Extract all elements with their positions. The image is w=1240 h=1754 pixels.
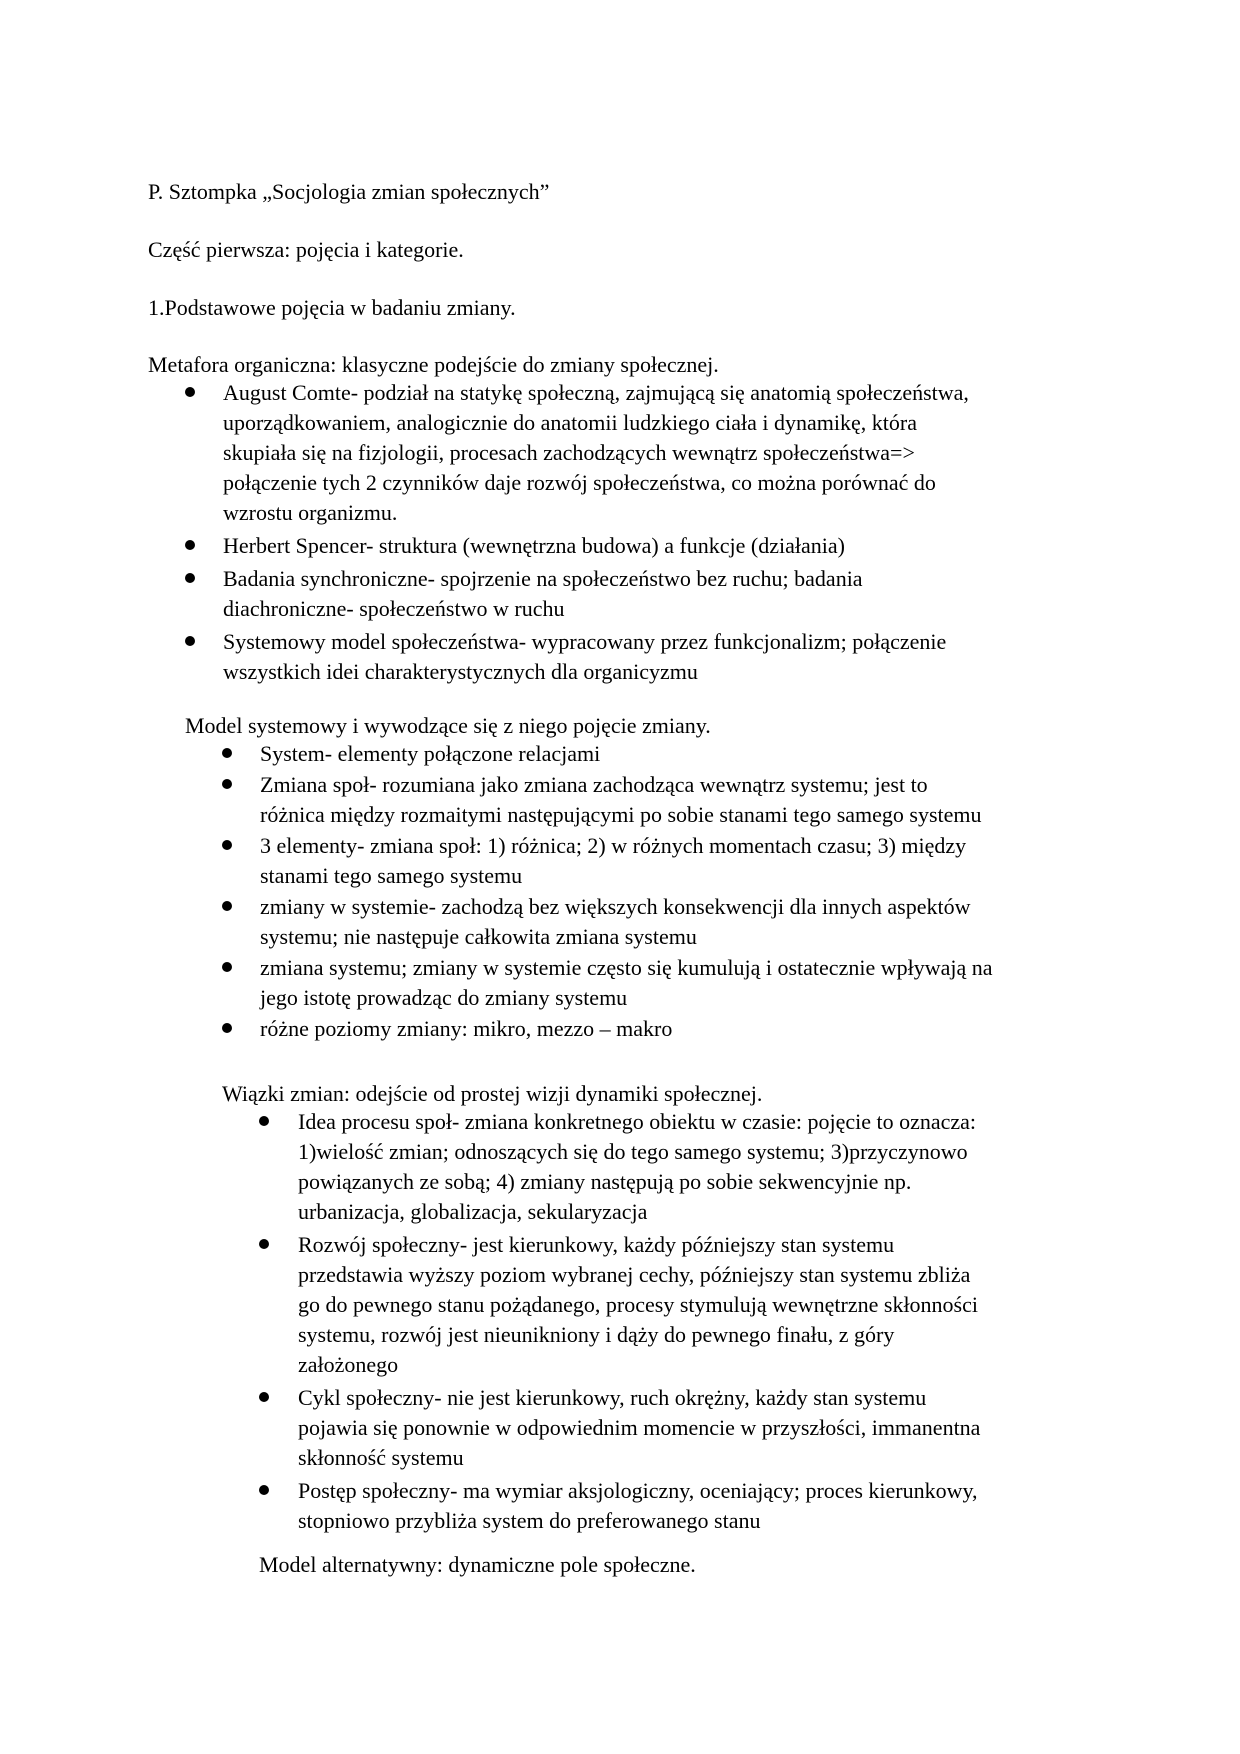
list-item-text: 3 elementy- zmiana społ: 1) różnica; 2) w różnych momentach czasu; 3) między stanami tego samego systemu [260, 833, 967, 888]
bullet-icon [222, 1023, 232, 1033]
bundles-of-change-list [256, 1107, 1116, 1539]
bullet-icon [222, 840, 232, 850]
bullet-icon [259, 1239, 269, 1249]
list-item-text: Badania synchroniczne- spojrzenie na społeczeństwo bez ruchu; badania diachroniczne- społeczeństwo w ruchu [223, 566, 863, 621]
organic-metaphor-list [182, 378, 1082, 690]
document-title: P. Sztompka „Socjologia zmian społecznych” [148, 179, 550, 204]
list-item [256, 1383, 1116, 1473]
list-item [219, 831, 1119, 891]
list-item-text: Rozwój społeczny- jest kierunkowy, każdy późniejszy stan systemu przedstawia wyższy poziom wybranej cechy, późniejszy stan systemu zbliża go do pewnego stanu pożądanego, procesy stymulują wewnętrzne skłonności systemu, rozwój jest nieunikniony i dąży do pewnego finału, z góry założonego [298, 1232, 978, 1377]
list-item [182, 531, 1082, 561]
list-item-text: Herbert Spencer- struktura (wewnętrzna budowa) a funkcje (działania) [223, 533, 845, 558]
system-model-list [219, 739, 1119, 1045]
list-item-text: różne poziomy zmiany: mikro, mezzo – makro [260, 1016, 673, 1041]
list-item [182, 564, 1082, 624]
list-item [219, 770, 1119, 830]
section-heading-alternative-model: Model alternatywny: dynamiczne pole społeczne. [259, 1552, 696, 1577]
list-item-text: System- elementy połączone relacjami [260, 741, 601, 766]
bullet-icon [222, 779, 232, 789]
list-item [219, 953, 1119, 1013]
section-heading-system-model: Model systemowy i wywodzące się z niego pojęcie zmiany. [185, 713, 711, 738]
section-heading-organic-metaphor: Metafora organiczna: klasyczne podejście do zmiany społecznej. [148, 352, 719, 377]
section-heading-bundles-of-change: Wiązki zmian: odejście od prostej wizji dynamiki społecznej. [222, 1081, 763, 1106]
list-item [256, 1230, 1116, 1380]
list-item-text: August Comte- podział na statykę społeczną, zajmującą się anatomią społeczeństwa, uporządkowaniem, analogicznie do anatomii ludzkiego ciała i dynamikę, która skupiała się na fizjologii, procesach zachodzących wewnątrz społeczeństwa=> połączenie tych 2 czynników daje rozwój społeczeństwa, co można porównać do wzrostu organizmu. [223, 380, 969, 525]
list-item-text: Zmiana społ- rozumiana jako zmiana zachodząca wewnątrz systemu; jest to różnica między rozmaitymi następującymi po sobie stanami tego samego systemu [260, 772, 982, 827]
part-heading: Część pierwsza: pojęcia i kategorie. [148, 237, 464, 262]
list-item [256, 1107, 1116, 1227]
chapter-heading: 1.Podstawowe pojęcia w badaniu zmiany. [148, 295, 516, 320]
list-item [256, 1476, 1116, 1536]
list-item-text: zmiana systemu; zmiany w systemie często się kumulują i ostatecznie wpływają na jego istotę prowadząc do zmiany systemu [260, 955, 993, 1010]
bullet-icon [185, 573, 195, 583]
bullet-icon [259, 1392, 269, 1402]
list-item-text: Idea procesu społ- zmiana konkretnego obiektu w czasie: pojęcie to oznacza: 1)wielość zmian; odnoszących się do tego samego systemu; 3)przyczynowo powiązanych ze sobą; 4) zmiany następują po sobie sekwencyjnie np. urbanizacja, globalizacja, sekularyzacja [298, 1109, 977, 1224]
list-item-text: zmiany w systemie- zachodzą bez większych konsekwencji dla innych aspektów systemu; nie następuje całkowita zmiana systemu [260, 894, 971, 949]
list-item [219, 739, 1119, 769]
list-item [219, 1014, 1119, 1044]
bullet-icon [185, 387, 195, 397]
list-item [182, 378, 1082, 528]
list-item-text: Cykl społeczny- nie jest kierunkowy, ruch okrężny, każdy stan systemu pojawia się ponownie w odpowiednim momencie w przyszłości, immanentna skłonność systemu [298, 1385, 981, 1470]
list-item-text: Systemowy model społeczeństwa- wypracowany przez funkcjonalizm; połączenie wszystkich idei charakterystycznych dla organicyzmu [223, 629, 947, 684]
list-item [219, 892, 1119, 952]
bullet-icon [259, 1116, 269, 1126]
bullet-icon [222, 748, 232, 758]
bullet-icon [185, 540, 195, 550]
bullet-icon [222, 901, 232, 911]
list-item [182, 627, 1082, 687]
bullet-icon [222, 962, 232, 972]
bullet-icon [185, 636, 195, 646]
bullet-icon [259, 1485, 269, 1495]
list-item-text: Postęp społeczny- ma wymiar aksjologiczny, oceniający; proces kierunkowy, stopniowo przybliża system do preferowanego stanu [298, 1478, 978, 1533]
